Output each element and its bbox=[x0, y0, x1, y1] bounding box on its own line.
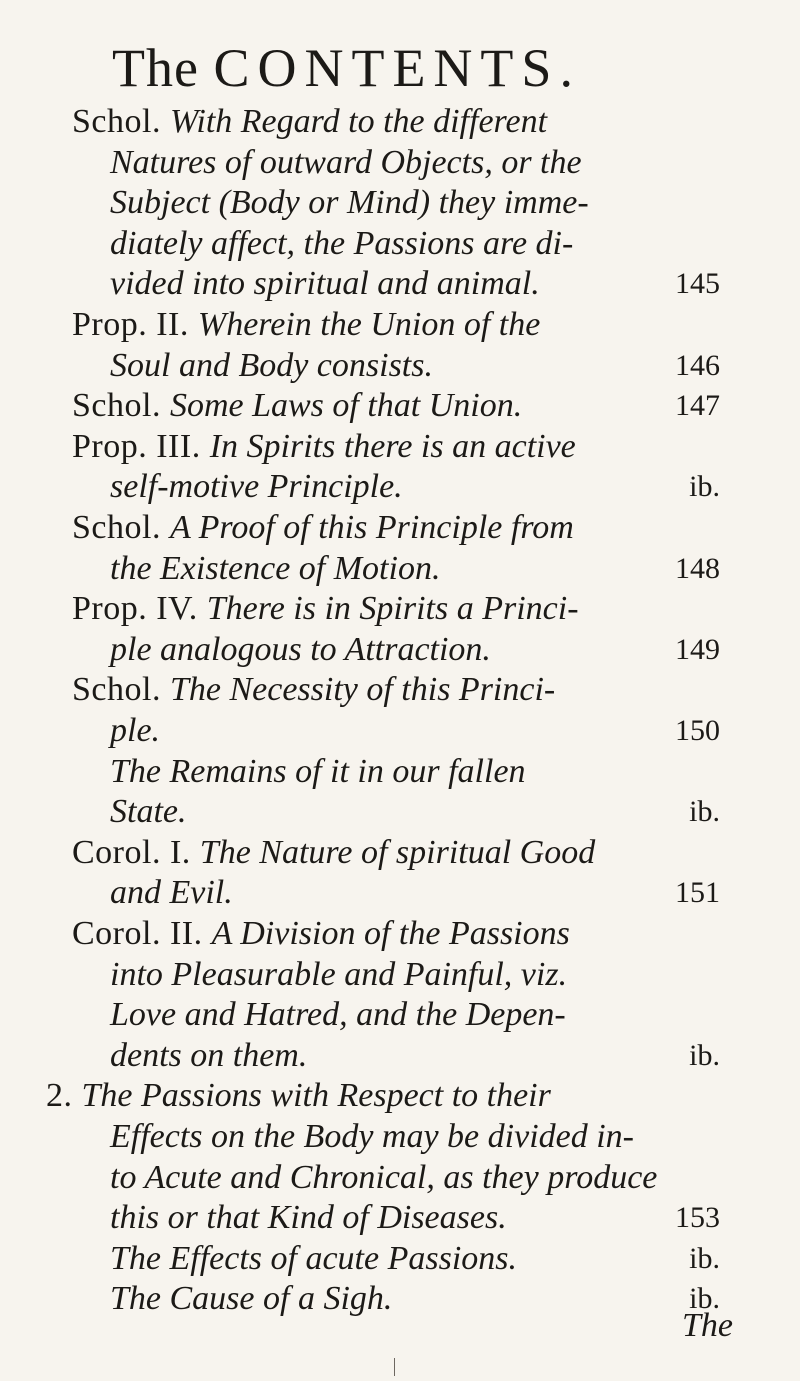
toc-entry-continuation bbox=[110, 1158, 720, 1198]
catchword: The bbox=[682, 1307, 733, 1344]
entry-text: Some Laws of that Union. bbox=[169, 387, 523, 425]
toc-entry-continuation bbox=[110, 224, 720, 264]
entry-text: diately affect, the Passions are di- bbox=[110, 224, 574, 262]
toc-entry-continuation bbox=[110, 143, 720, 183]
toc-entry bbox=[72, 386, 720, 426]
entry-text: Subject (Body or Mind) they imme- bbox=[110, 184, 589, 222]
entry-text: The Nature of spiritual Good bbox=[199, 833, 596, 871]
toc-entry bbox=[110, 1279, 720, 1319]
toc-entry bbox=[72, 914, 720, 954]
page-number: ib. bbox=[689, 1038, 720, 1072]
entry-text: A Division of the Passions bbox=[211, 915, 570, 952]
toc-entry bbox=[110, 752, 720, 792]
running-header bbox=[112, 38, 732, 98]
entry-text: this or that Kind of Diseases. bbox=[110, 1199, 507, 1237]
page-number: 148 bbox=[675, 551, 720, 585]
page-number: 146 bbox=[675, 348, 720, 382]
entry-text: With Regard to the different bbox=[169, 103, 548, 140]
entry-label: Corol. II. bbox=[72, 915, 212, 952]
page-number: 150 bbox=[675, 714, 720, 747]
entry-text: The Cause of a Sigh. bbox=[110, 1280, 393, 1318]
toc-entry-continuation bbox=[110, 1117, 720, 1157]
toc-entry bbox=[72, 102, 720, 142]
toc-entry bbox=[46, 1076, 720, 1116]
toc-entry bbox=[72, 670, 720, 710]
entry-label: Schol. bbox=[72, 387, 170, 425]
page-number: ib. bbox=[689, 470, 720, 504]
entry-text: There is in Spirits a Princi- bbox=[206, 590, 579, 628]
page-number: 153 bbox=[675, 1201, 720, 1235]
entry-text: Wherein the Union of the bbox=[197, 306, 541, 343]
toc-entry-continuation bbox=[110, 630, 720, 670]
page-number: 149 bbox=[675, 632, 720, 666]
toc-entry bbox=[72, 427, 720, 467]
toc-entry-continuation bbox=[110, 264, 720, 304]
entry-label: Schol. bbox=[72, 103, 170, 140]
toc-entry bbox=[72, 833, 720, 873]
entry-text: ple analogous to Attraction. bbox=[110, 630, 491, 668]
entry-text: into Pleasurable and Painful, viz. bbox=[110, 955, 568, 993]
entry-label: Prop. IV. bbox=[72, 590, 207, 628]
entry-label: Schol. bbox=[72, 671, 170, 709]
entry-label: Prop. III. bbox=[72, 427, 210, 465]
toc-entry-continuation bbox=[110, 955, 720, 995]
toc-entry-continuation bbox=[110, 792, 720, 832]
entry-label: Schol. bbox=[72, 509, 170, 546]
entry-text: The Remains of it in our fallen bbox=[110, 752, 526, 790]
page-number: 147 bbox=[675, 389, 720, 423]
entry-text: State. bbox=[110, 793, 187, 831]
toc-entry-continuation bbox=[110, 467, 720, 507]
toc-entry bbox=[72, 589, 720, 629]
header-prefix: The bbox=[112, 38, 199, 98]
header-title: CONTENTS. bbox=[213, 38, 581, 98]
entry-text: The Effects of acute Passions. bbox=[110, 1239, 518, 1277]
toc-entry-continuation bbox=[110, 346, 720, 386]
page-number: ib. bbox=[689, 1282, 720, 1316]
entry-label: Prop. II. bbox=[72, 306, 198, 343]
toc-entry-continuation bbox=[110, 183, 720, 223]
entry-text: In Spirits there is an active bbox=[209, 427, 576, 465]
entry-text: and Evil. bbox=[110, 874, 233, 912]
entry-text: Effects on the Body may be divided in- bbox=[110, 1118, 634, 1155]
toc-entry bbox=[72, 305, 720, 345]
toc-entry-continuation bbox=[110, 873, 720, 913]
entry-text: the Existence of Motion. bbox=[110, 549, 441, 587]
toc-entry bbox=[72, 508, 720, 548]
entry-text: The Necessity of this Princi- bbox=[169, 671, 556, 709]
entry-text: vided into spiritual and animal. bbox=[110, 265, 540, 303]
entry-text: self-motive Principle. bbox=[110, 468, 403, 506]
toc-entry-continuation bbox=[110, 1036, 720, 1076]
entry-text: dents on them. bbox=[110, 1036, 308, 1074]
entry-label: 2. bbox=[46, 1077, 82, 1115]
page-number: 145 bbox=[675, 267, 720, 301]
entry-text: Soul and Body consists. bbox=[110, 346, 433, 384]
toc-entry-continuation bbox=[110, 549, 720, 589]
entry-label: Corol. I. bbox=[72, 833, 200, 871]
entry-text: A Proof of this Principle from bbox=[169, 509, 574, 546]
page-number: ib. bbox=[689, 1241, 720, 1275]
entry-text: ple. bbox=[110, 712, 161, 749]
entry-text: to Acute and Chronical, as they produce bbox=[110, 1158, 658, 1196]
printer-mark bbox=[394, 1358, 395, 1376]
toc-entry bbox=[110, 1239, 720, 1279]
page-number: ib. bbox=[689, 795, 720, 829]
entry-text: The Passions with Respect to their bbox=[81, 1077, 551, 1115]
toc-entry-continuation bbox=[110, 995, 720, 1035]
entry-text: Natures of outward Objects, or the bbox=[110, 143, 582, 181]
entry-text: Love and Hatred, and the Depen- bbox=[110, 996, 566, 1034]
page-number: 151 bbox=[675, 876, 720, 910]
toc-entry-continuation bbox=[110, 1198, 720, 1238]
toc-entry-continuation bbox=[110, 711, 720, 751]
